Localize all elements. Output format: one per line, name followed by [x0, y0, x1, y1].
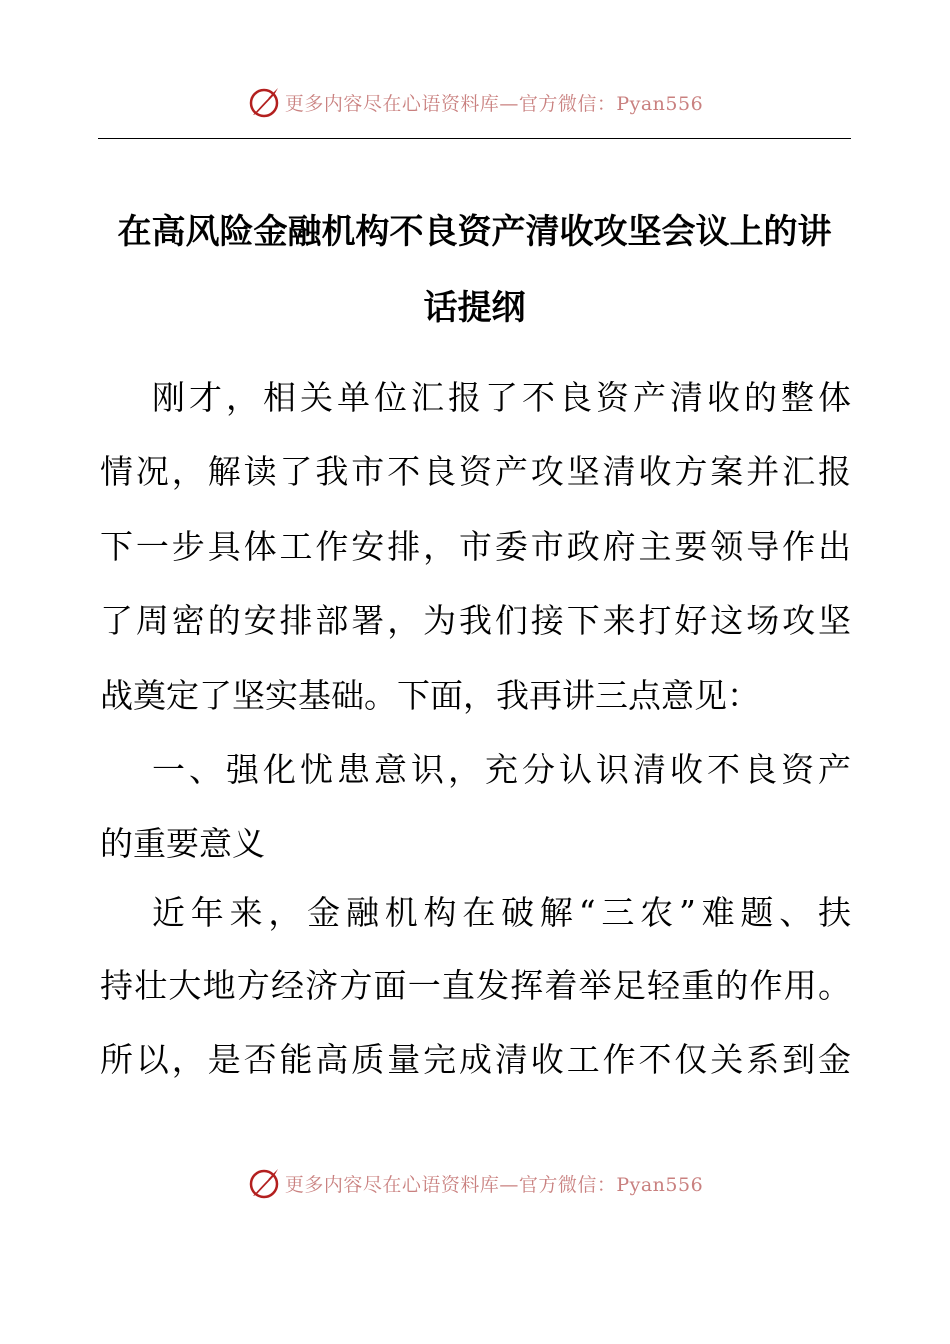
- body-line: 近年来，金融机构在破解“三农”难题、扶: [152, 893, 851, 932]
- section-heading-line: 一、强化忧患意识，充分认识清收不良资产: [152, 750, 851, 789]
- header-divider: [98, 138, 851, 139]
- body-line: 情况，解读了我市不良资产攻坚清收方案并汇报: [100, 452, 851, 491]
- footer-banner-text: 更多内容尽在心语资料库—官方微信：Pyan556: [284, 1173, 704, 1196]
- body-line: 刚才，相关单位汇报了不良资产清收的整体: [152, 378, 851, 417]
- section-heading-line: 的重要意义: [100, 824, 265, 863]
- body-line: 了周密的安排部署，为我们接下来打好这场攻坚: [100, 601, 851, 640]
- document-title-line-1: 在高风险金融机构不良资产清收攻坚会议上的讲: [117, 212, 832, 252]
- footer-banner: [0, 1163, 950, 1203]
- body-line: 持壮大地方经济方面一直发挥着举足轻重的作用。: [100, 966, 851, 1005]
- header-banner-text: 更多内容尽在心语资料库—官方微信：Pyan556: [284, 92, 704, 115]
- body-line: 所以，是否能高质量完成清收工作不仅关系到金: [100, 1040, 851, 1079]
- document-title-line-2: 话提纲: [423, 288, 526, 328]
- body-line: 下一步具体工作安排，市委市政府主要领导作出: [100, 527, 851, 566]
- body-line: 战奠定了坚实基础。下面，我再讲三点意见：: [100, 676, 760, 715]
- header-banner: [0, 82, 950, 122]
- quill-pen-logo-icon: [247, 1166, 281, 1200]
- quill-pen-logo-icon: [247, 85, 281, 119]
